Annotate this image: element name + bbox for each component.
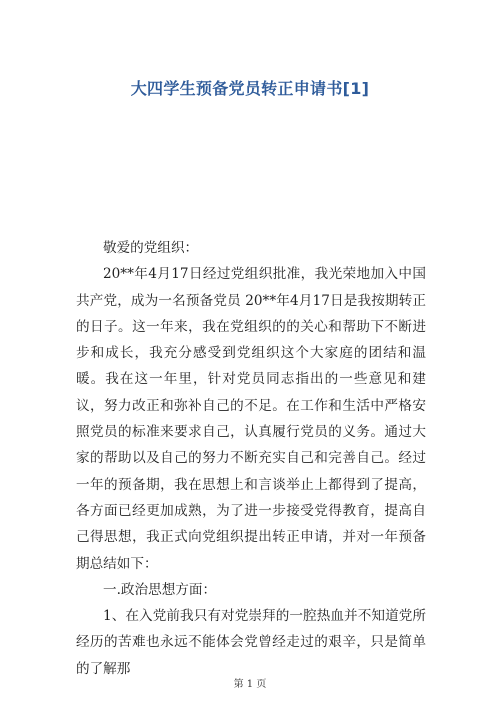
section-heading-political: 一.政治思想方面： bbox=[103, 581, 217, 598]
document-body bbox=[76, 235, 426, 682]
paragraph-1: 20**年4月17日经过党组织批准，我光荣地加入中国共产党，成为一名预备党员 20**年4月17日是我按期转正的日子。这一年来，我在党组织的的关心和帮助下不断进步和成长，我充分感受到党组织这个大家庭的团结和温暖。我在这一年里，针对党员同志指出的一些意见和建议，努力改正和弥补自己的不足。在工作和生活中严格安照党员的标准来要求自己，认真履行党员的义务。通过大家的帮助以及自己的努力不断充实自己和完善自己。经过一年的预备期，我在思想上和言谈举止上都得到了提高，各方面已经更加成熟，为了进一步接受党得教育，提高自己得思想，我正式向党组织提出转正申请，并对一年预备期总结如下： bbox=[76, 266, 426, 572]
page-number: 第 1 页 bbox=[233, 679, 267, 690]
salutation: 敬爱的党组织： bbox=[103, 240, 199, 256]
paragraph-2: 1、在入党前我只有对党崇拜的一腔热血并不知道党所经历的苦难也永远不能体会党曾经走过的艰辛，只是简单的了解那 bbox=[76, 608, 426, 677]
document-title: 大四学生预备党员转正申请书[1] bbox=[130, 79, 370, 98]
